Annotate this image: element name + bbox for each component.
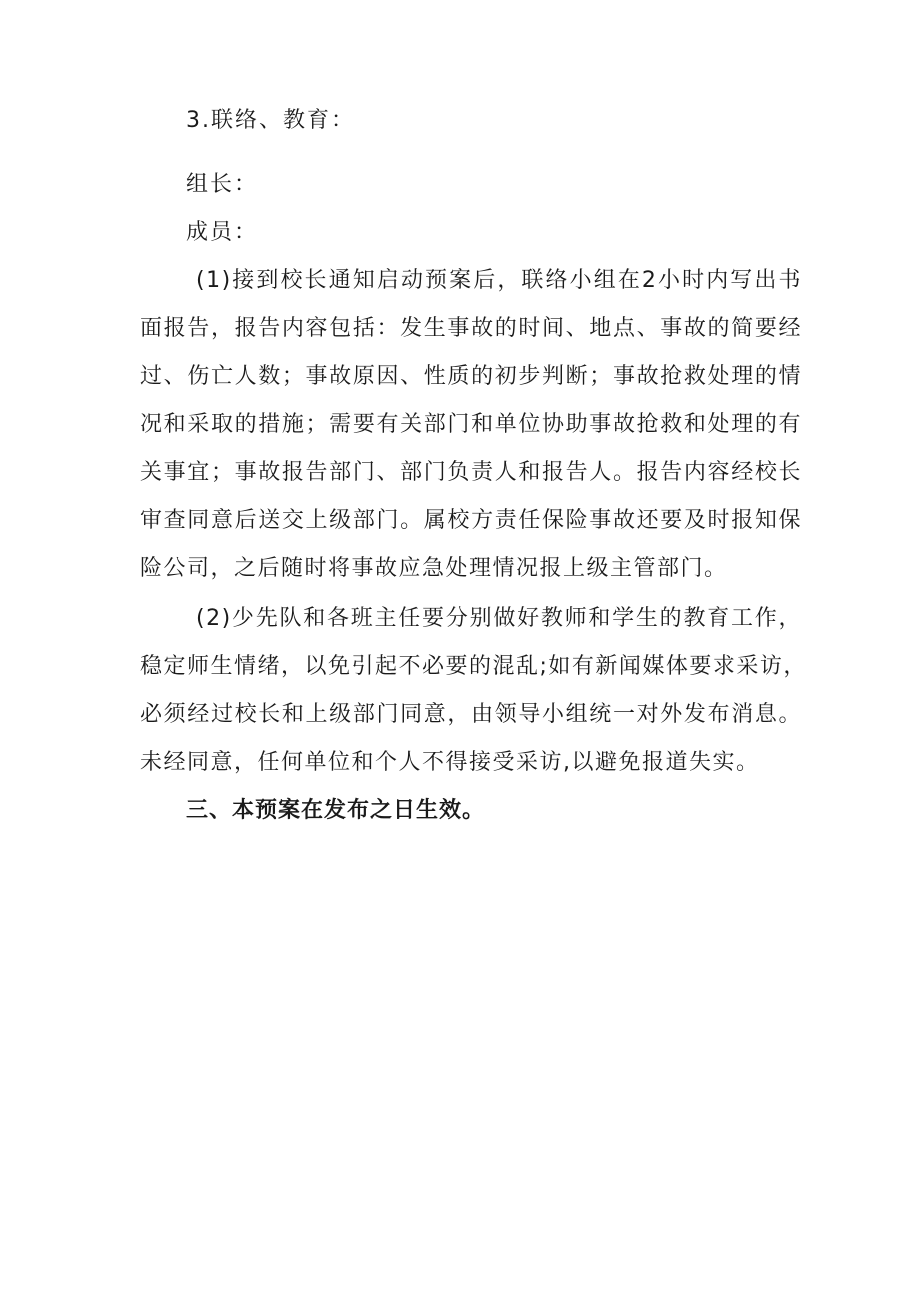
paragraph-line: 未经同意，任何单位和个人不得接受采访,以避免报道失实。 <box>140 750 760 775</box>
paragraph-item-1 <box>140 266 802 602</box>
paragraph-line: 面报告，报告内容包括：发生事故的时间、地点、事故的简要经 <box>140 316 802 341</box>
paragraph-line: 况和采取的措施；需要有关部门和单位协助事故抢救和处理的有 <box>140 412 802 437</box>
section-heading-effective: 三、本预案在发布之日生效。 <box>186 798 486 823</box>
paragraph-line: (2)少先队和各班主任要分别做好教师和学生的教育工作， <box>196 606 802 631</box>
paragraph-line: 过、伤亡人数；事故原因、性质的初步判断；事故抢救处理的情 <box>140 364 802 389</box>
paragraph-line: (1)接到校长通知启动预案后，联络小组在2小时内写出书 <box>196 268 802 293</box>
paragraph-line: 险公司，之后随时将事故应急处理情况报上级主管部门。 <box>140 556 728 581</box>
section-heading-liaison-education: 3.联络、教育： <box>186 108 355 133</box>
members-label: 成员： <box>186 220 259 245</box>
paragraph-item-2 <box>140 604 807 796</box>
paragraph-line: 必须经过校长和上级部门同意，由领导小组统一对外发布消息。 <box>140 702 802 727</box>
paragraph-line: 关事宜；事故报告部门、部门负责人和报告人。报告内容经校长 <box>140 460 802 485</box>
paragraph-line: 稳定师生情绪，以免引起不必要的混乱;如有新闻媒体要求采访， <box>140 654 807 679</box>
leader-label: 组长： <box>186 172 259 197</box>
paragraph-line: 审查同意后送交上级部门。属校方责任保险事故还要及时报知保 <box>140 508 802 533</box>
